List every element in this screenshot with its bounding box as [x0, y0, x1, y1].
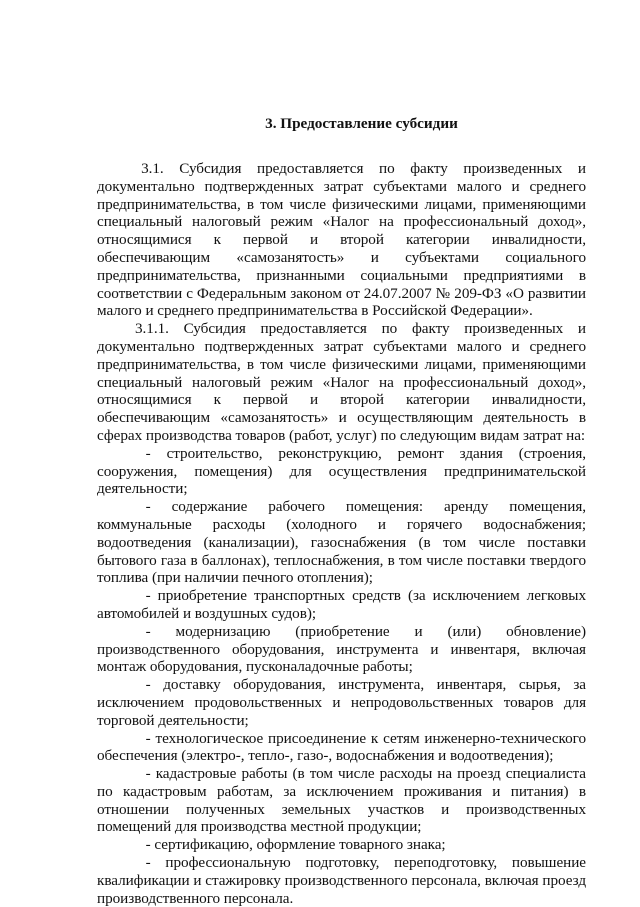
list-item: - содержание рабочего помещения: аренду помещения, коммунальные расходы (холодного и горячего водоснабжения; водоотведения (канализации), газоснабжения (в том числе поставки бытового газа в баллонах), теплоснабжения, в том числе поставки твердого топлива (при наличии печного отопления); — [97, 498, 586, 587]
section-title: 3. Предоставление субсидии — [265, 115, 458, 132]
list-item: - строительство, реконструкцию, ремонт здания (строения, сооружения, помещения) для осуществления предпринимательской деятельности; — [97, 444, 586, 498]
list-item: - профессиональную подготовку, переподготовку, повышение квалификации и стажировку производственного персонала, включая проезд производственного персонала. — [97, 854, 586, 907]
list-item: - доставку оборудования, инструмента, инвентаря, сырья, за исключением продовольственных и непродовольственных товаров для торговой деятельности; — [97, 676, 586, 729]
list-item: - сертификацию, оформление товарного знака; — [145, 836, 446, 854]
paragraph-3-1: 3.1. Субсидия предоставляется по факту произведенных и документально подтвержденных затрат субъектами малого и среднего предпринимательства, в том числе физическими лицами, применяющими специальный налоговый режим «Налог на профессиональный доход», относящимися к первой и второй категории инвалидности, обеспечивающим «самозанятость» и субъектами социального предпринимательства, признанными социальными предприятиями в соответствии с Федеральным законом от 24.07.2007 № 209-ФЗ «О развитии малого и среднего предпринимательства в Российской Федерации». — [97, 160, 586, 320]
list-item: - технологическое присоединение к сетям инженерно-технического обеспечения (электро-, тепло-, газо-, водоснабжения и водоотведения); — [97, 729, 586, 765]
list-item: - модернизацию (приобретение и (или) обновление) производственного оборудования, инструмента и инвентаря, включая монтаж оборудования, пусконаладочные работы; — [97, 622, 586, 676]
list-item: - кадастровые работы (в том числе расходы на проезд специалиста по кадастровым работам, за исключением проживания и питания) в отношении полученных земельных участков и производственных помещений для производства местной продукции; — [97, 765, 586, 836]
paragraph-3-1-1: 3.1.1. Субсидия предоставляется по факту произведенных и документально подтвержденных затрат субъектами малого и среднего предпринимательства, в том числе физическими лицами, применяющими специальный налоговый режим «Налог на профессиональный доход», относящимися к первой и второй категории инвалидности, обеспечивающим «самозанятость» и осуществляющим деятельность в сферах производства товаров (работ, услуг) по следующим видам затрат на: — [97, 320, 586, 444]
list-item: - приобретение транспортных средств (за исключением легковых автомобилей и воздушных судов); — [97, 587, 586, 622]
